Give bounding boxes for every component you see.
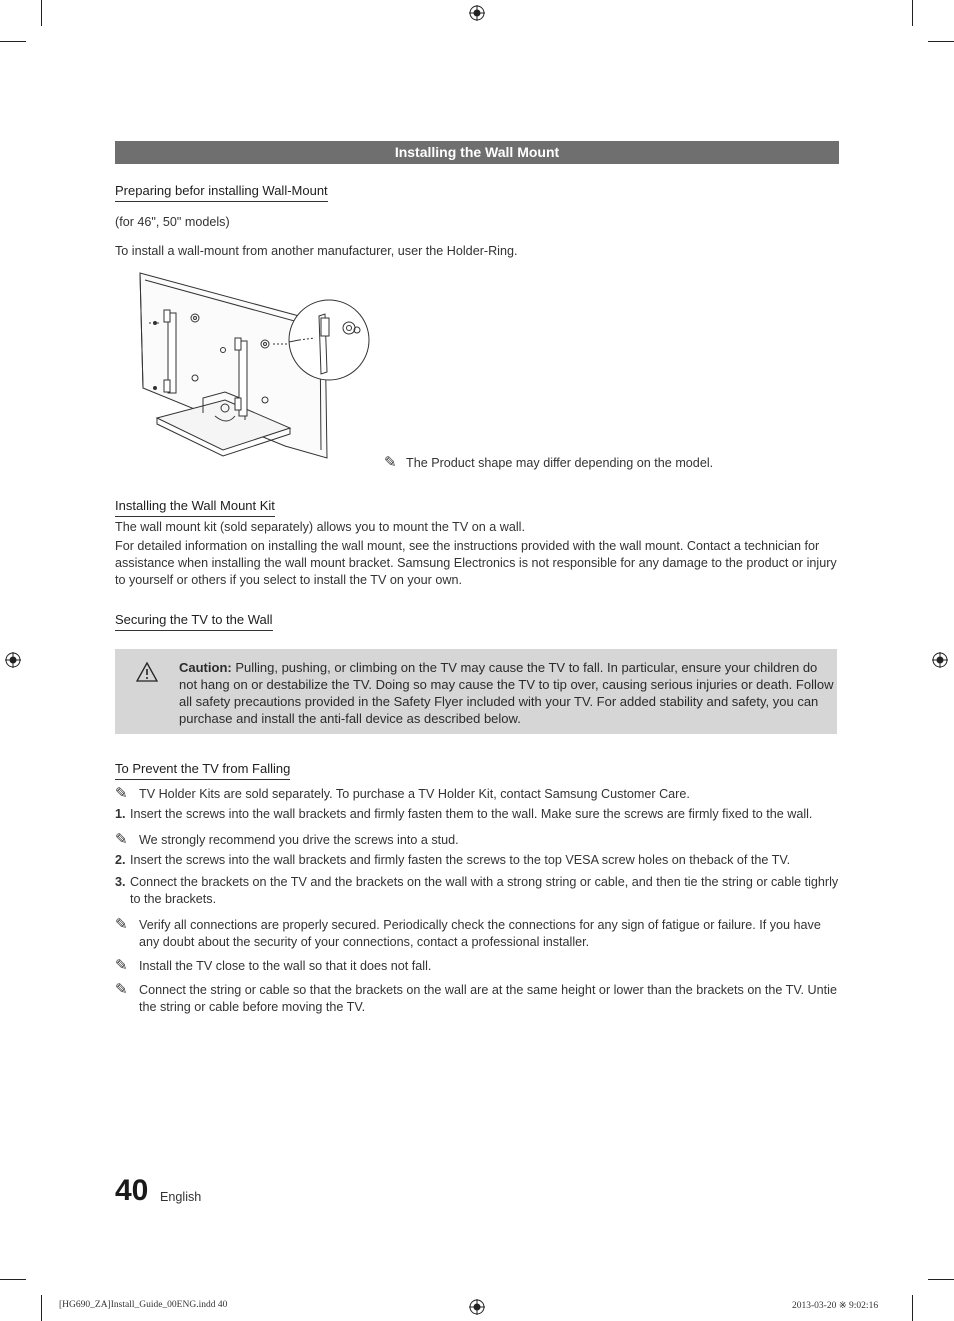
- tv-wall-mount-illustration: [135, 268, 375, 468]
- step-1: 1. Insert the screws into the wall brackets and firmly fasten them to the wall. Make sure the screws are firmly fixed to the wall.: [115, 807, 813, 821]
- heading-wall-mount-kit: Installing the Wall Mount Kit: [115, 498, 275, 517]
- registration-mark-icon: [932, 652, 948, 668]
- note-holder-kits: ✎ TV Holder Kits are sold separately. To purchase a TV Holder Kit, contact Samsung Customer Care.: [115, 785, 690, 802]
- figure-note: ✎ The Product shape may differ depending on the model.: [384, 454, 714, 471]
- crop-mark: [912, 0, 913, 26]
- step-2: 2. Insert the screws into the wall brackets and firmly fasten the screws to the top VESA screw holes on theback of the TV.: [115, 853, 791, 867]
- step-3: 3. Connect the brackets on the TV and the brackets on the wall with a strong string or cable, and then tie the string or cable tighrly to the brackets.: [115, 875, 839, 906]
- registration-mark-icon: [469, 1299, 485, 1315]
- note-verify-connections: ✎ Verify all connections are properly secured. Periodically check the connections for any sign of fatigue or failure. If you have any doubt about the security of your connections, contact a professional installer.: [115, 916, 821, 949]
- crop-mark: [41, 1295, 42, 1321]
- note-close-to-wall: ✎ Install the TV close to the wall so that it does not fall.: [115, 957, 432, 974]
- section-banner: Installing the Wall Mount: [115, 141, 839, 164]
- warning-triangle-icon: [135, 661, 159, 683]
- pen-note-icon: ✎: [115, 981, 128, 998]
- note-stud: ✎ We strongly recommend you drive the screws into a stud.: [115, 831, 459, 848]
- heading-securing-tv: Securing the TV to the Wall: [115, 612, 273, 631]
- detail-magnifier: [289, 300, 369, 380]
- pen-note-icon: ✎: [115, 916, 128, 933]
- caution-box: [115, 649, 837, 734]
- crop-mark: [928, 41, 954, 42]
- date-slug: 2013-03-20 ※ 9:02:16: [792, 1301, 879, 1311]
- note-string-height: ✎ Connect the string or cable so that the brackets on the wall are at the same height or lower than the brackets on the TV. Untie the string or cable before moving the TV.: [115, 981, 837, 1014]
- heading-preparing: Preparing befor installing Wall-Mount: [115, 183, 328, 202]
- file-slug: [HG690_ZA]Install_Guide_00ENG.indd 40: [59, 1300, 228, 1310]
- intro-text: To install a wall-mount from another manufacturer, user the Holder-Ring.: [115, 244, 518, 258]
- crop-mark: [0, 41, 26, 42]
- wall-mount-kit-paragraph-2: For detailed information on installing the wall mount, see the instructions provided with the wall mount. Contact a technician for assistance when installing the wall mount bracket. Samsung Electronics is not responsible for any damage to the product or injury to yourself or others if you select to install the TV on your own.: [115, 539, 837, 587]
- caution-text: Caution: Pulling, pushing, or climbing on the TV may cause the TV to fall. In particular, ensure your children do not hang on or destabilize the TV. Doing so may cause the TV to tip over, causing serious injuries or death. Follow all safety precautions provided in the Safety Flyer included with your TV. For added stability and safety, you can purchase and install the anti-fall device as described below.: [179, 660, 834, 726]
- wall-mount-kit-paragraph-1: The wall mount kit (sold separately) allows you to mount the TV on a wall.: [115, 520, 525, 534]
- crop-mark: [41, 0, 42, 26]
- models-label: (for 46", 50" models): [115, 215, 230, 229]
- registration-mark-icon: [5, 652, 21, 668]
- registration-mark-icon: [469, 5, 485, 21]
- crop-mark: [912, 1295, 913, 1321]
- heading-prevent-falling: To Prevent the TV from Falling: [115, 761, 290, 780]
- page-number: 40: [115, 1174, 149, 1207]
- pen-note-icon: ✎: [115, 957, 128, 974]
- pen-note-icon: ✎: [115, 785, 128, 802]
- crop-mark: [0, 1279, 26, 1280]
- page-language: English: [160, 1190, 202, 1204]
- pen-note-icon: ✎: [384, 454, 397, 471]
- pen-note-icon: ✎: [115, 831, 128, 848]
- crop-mark: [928, 1279, 954, 1280]
